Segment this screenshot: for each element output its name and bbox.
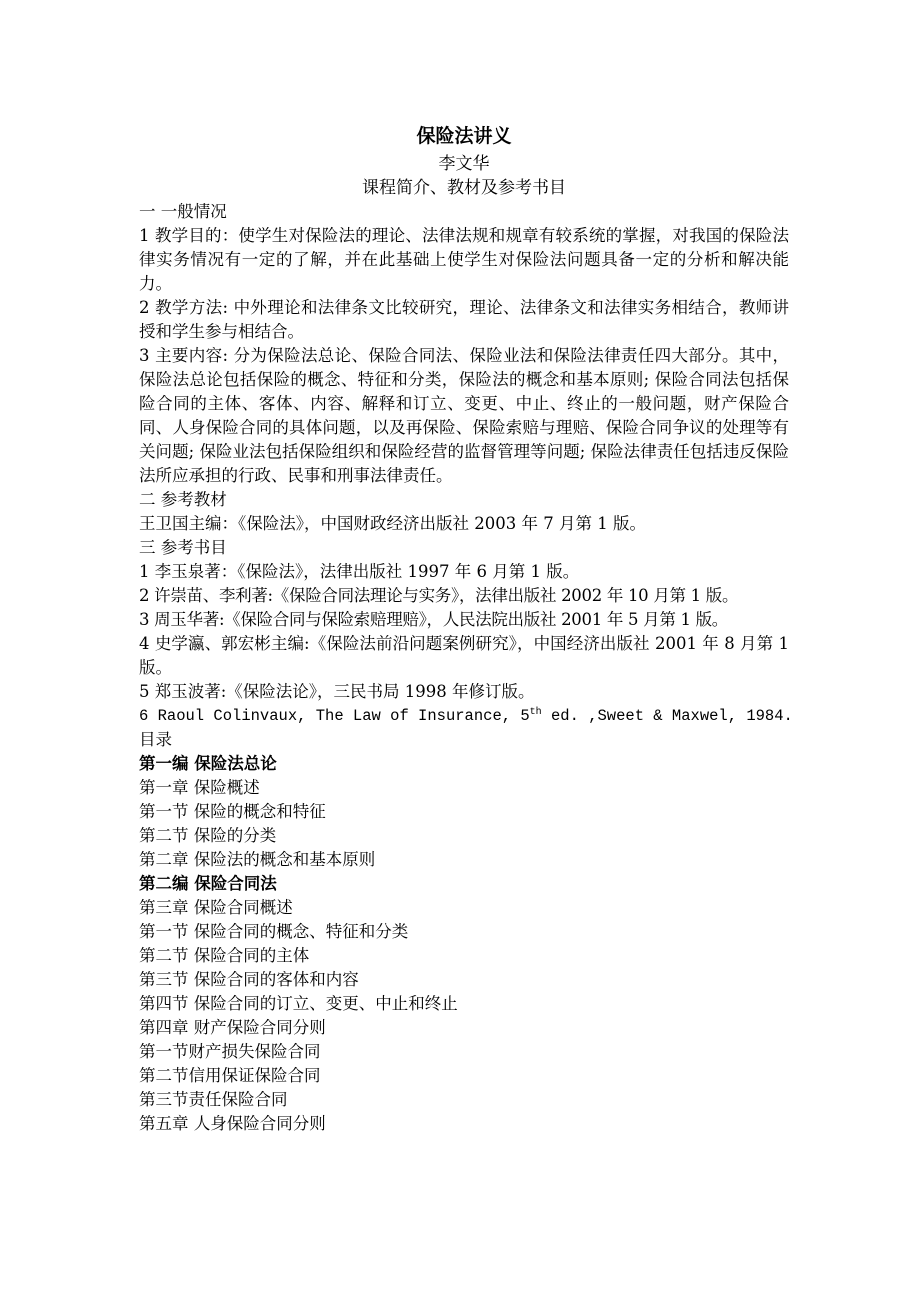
toc-line: 第一节 保险的概念和特征 — [139, 802, 326, 821]
reference-item: 3 周玉华著:《保险合同与保险索赔理赔》，人民法院出版社 2001 年 5 月第 1 版。 — [139, 610, 729, 629]
author-name: 李文华 — [438, 154, 490, 174]
toc-line: 第二节 保险合同的主体 — [139, 946, 310, 965]
reference-item-english — [139, 704, 793, 728]
general-item-purpose: 1 教学目的：使学生对保险法的理论、法律法规和规章有较系统的掌握，对我国的保险法律实务情况有一定的了解，并在此基础上使学生对保险法问题具备一定的分析和解决能力。 — [139, 226, 789, 293]
document-title: 保险法讲义 — [416, 125, 512, 147]
section-heading-general: 一 一般情况 — [139, 202, 227, 221]
toc-line: 第一节财产损失保险合同 — [139, 1042, 321, 1061]
toc-line: 第五章 人身保险合同分则 — [139, 1114, 326, 1133]
general-item-content: 3 主要内容: 分为保险法总论、保险合同法、保险业法和保险法律责任四大部分。其中，保险法总论包括保险的概念、特征和分类，保险法的概念和基本原则; 保险合同法包括保险合同的主体、客体、内容、解释和订立、变更、中止、终止的一般问题，财产保险合同、人身保险合同的具体问题，以及再保险、保险索赔与理赔、保险合同争议的处理等有关问题; 保险业法包括保险组织和保险经营的监督管理等问题; 保险法律责任包括违反保险法所应承担的行政、民事和刑事法律责任。 — [139, 346, 789, 485]
reference-item-6-prefix: 6 Raoul Colinvaux, The Law of Insurance, 5 — [139, 707, 530, 725]
toc-heading: 目录 — [139, 730, 172, 749]
toc-line: 第三节 保险合同的客体和内容 — [139, 970, 359, 989]
reference-item-6-suffix: ed. ,Sweet & Maxwel, 1984. — [541, 707, 793, 725]
reference-item: 4 史学瀛、郭宏彬主编:《保险法前沿问题案例研究》，中国经济出版社 2001 年 8 月第 1 版。 — [139, 634, 789, 677]
toc-line: 第四节 保险合同的订立、变更、中止和终止 — [139, 994, 458, 1013]
section-heading-textbook: 二 参考教材 — [139, 490, 227, 509]
toc-line: 第一节 保险合同的概念、特征和分类 — [139, 922, 409, 941]
textbook-entry: 王卫国主编：《保险法》，中国财政经济出版社 2003 年 7 月第 1 版。 — [139, 514, 646, 533]
toc-part-2: 第二编 保险合同法 — [139, 874, 277, 893]
toc-line: 第三章 保险合同概述 — [139, 898, 293, 917]
toc-part-1: 第一编 保险法总论 — [139, 754, 277, 773]
document-subtitle: 课程简介、教材及参考书目 — [362, 178, 566, 198]
section-heading-references: 三 参考书目 — [139, 538, 227, 557]
toc-line: 第四章 财产保险合同分则 — [139, 1018, 326, 1037]
reference-item: 1 李玉泉著：《保险法》，法律出版社 1997 年 6 月第 1 版。 — [139, 562, 580, 581]
reference-item: 5 郑玉波著:《保险法论》，三民书局 1998 年修订版。 — [139, 682, 535, 701]
document-page — [139, 120, 793, 1136]
general-item-method: 2 教学方法: 中外理论和法律条文比较研究，理论、法律条文和法律实务相结合，教师讲授和学生参与相结合。 — [139, 298, 789, 341]
toc-list — [139, 752, 789, 1136]
toc-line: 第二节信用保证保险合同 — [139, 1066, 321, 1085]
toc-line: 第一章 保险概述 — [139, 778, 260, 797]
reference-item: 2 许崇苗、李利著:《保险合同法理论与实务》，法律出版社 2002 年 10 月第 1 版。 — [139, 586, 739, 605]
toc-line: 第二节 保险的分类 — [139, 826, 277, 845]
toc-line: 第三节责任保险合同 — [139, 1090, 288, 1109]
toc-line: 第二章 保险法的概念和基本原则 — [139, 850, 376, 869]
reference-item-6-sup: th — [529, 706, 542, 718]
